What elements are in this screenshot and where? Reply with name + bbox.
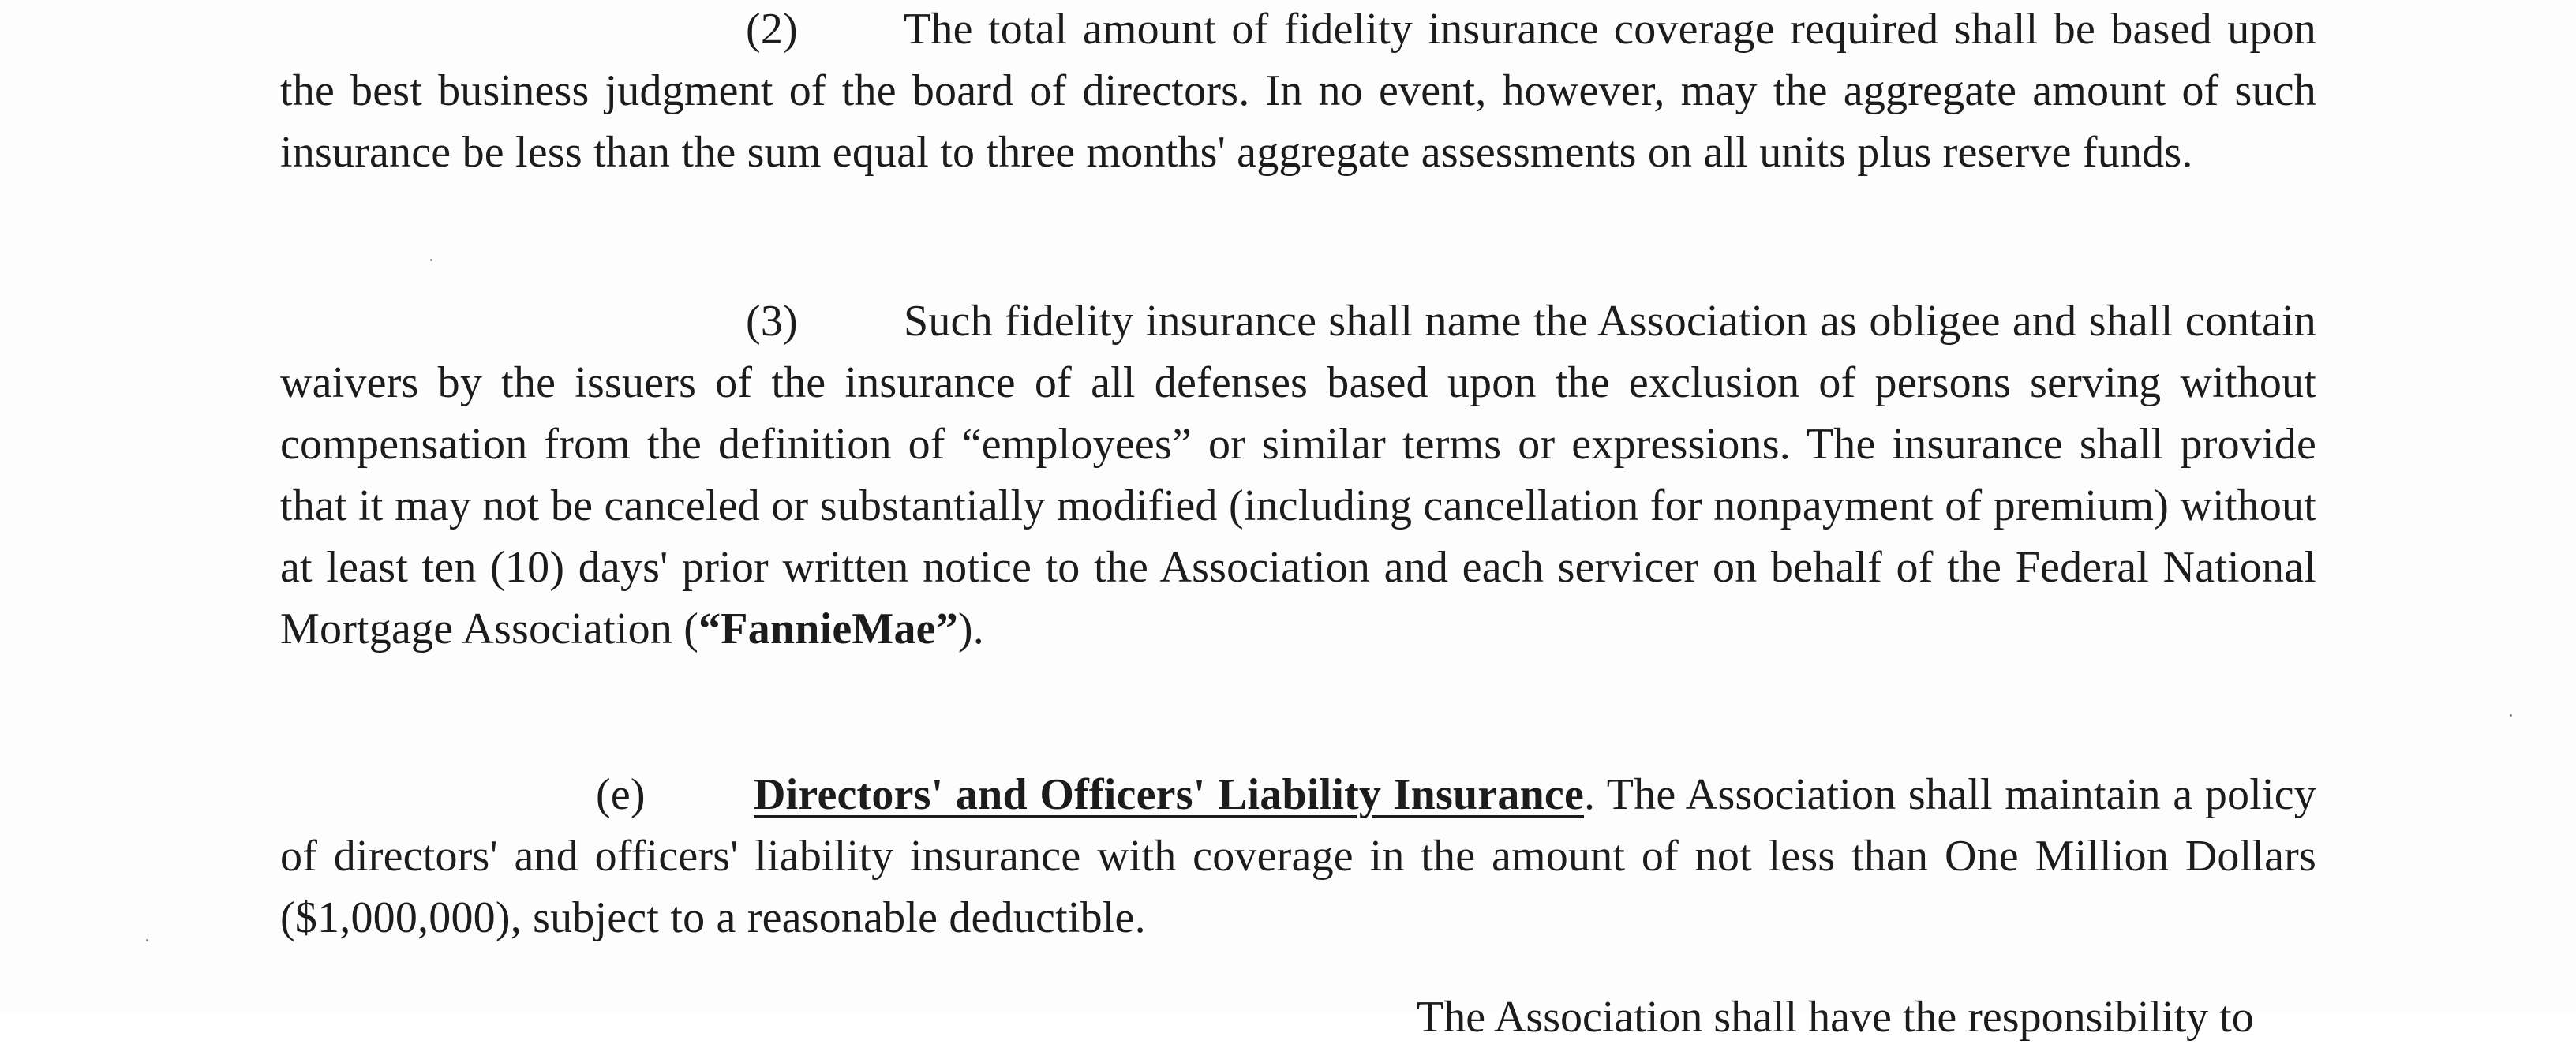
defined-term: “FannieMae” [698,604,958,653]
paragraph-text: The total amount of fidelity insurance coverage required shall be based upon the best business judgment of the board of directors. In no event, however, may the aggregate amount of such insurance be less than the sum equal to three months' aggregate assessments on all units plus reserve funds. [280,5,2316,177]
paragraph-text: The Association shall maintain a policy of directors' and officers' liability insurance with coverage in the amount of not less than One Million Dollars ($1,000,000), subject to a reasonable deductible. [280,770,2316,942]
paragraph-number: (2) [746,5,798,54]
paragraph-e [280,764,2316,949]
paragraph-number: (3) [746,297,798,346]
paragraph-3 [280,290,2316,660]
scan-speck [146,939,148,941]
cut-off-text: The Association shall have the responsibility to [1417,993,2254,1042]
paragraph-text-end: ). [957,604,984,653]
cut-off-line [280,986,2316,1042]
scan-speck [430,259,432,261]
section-letter: (e) [596,770,646,819]
paragraph-text: Such fidelity insurance shall name the Association as obligee and shall contain waivers by the issuers of the insurance of all defenses based upon the exclusion of persons serving without compensation from the definition of “employees” or similar terms or expressions. The insurance shall provide that it may not be canceled or substantially modified (including cancellation for nonpayment of premium) without at least ten (10) days' prior written notice to the Association and each servicer on behalf of the Federal National Mortgage Association ( [280,297,2316,653]
heading-period: . [1584,770,1596,819]
scan-speck [2510,714,2512,717]
paragraph-2 [280,0,2316,183]
section-heading: Directors' and Officers' Liability Insurance [754,770,1585,819]
